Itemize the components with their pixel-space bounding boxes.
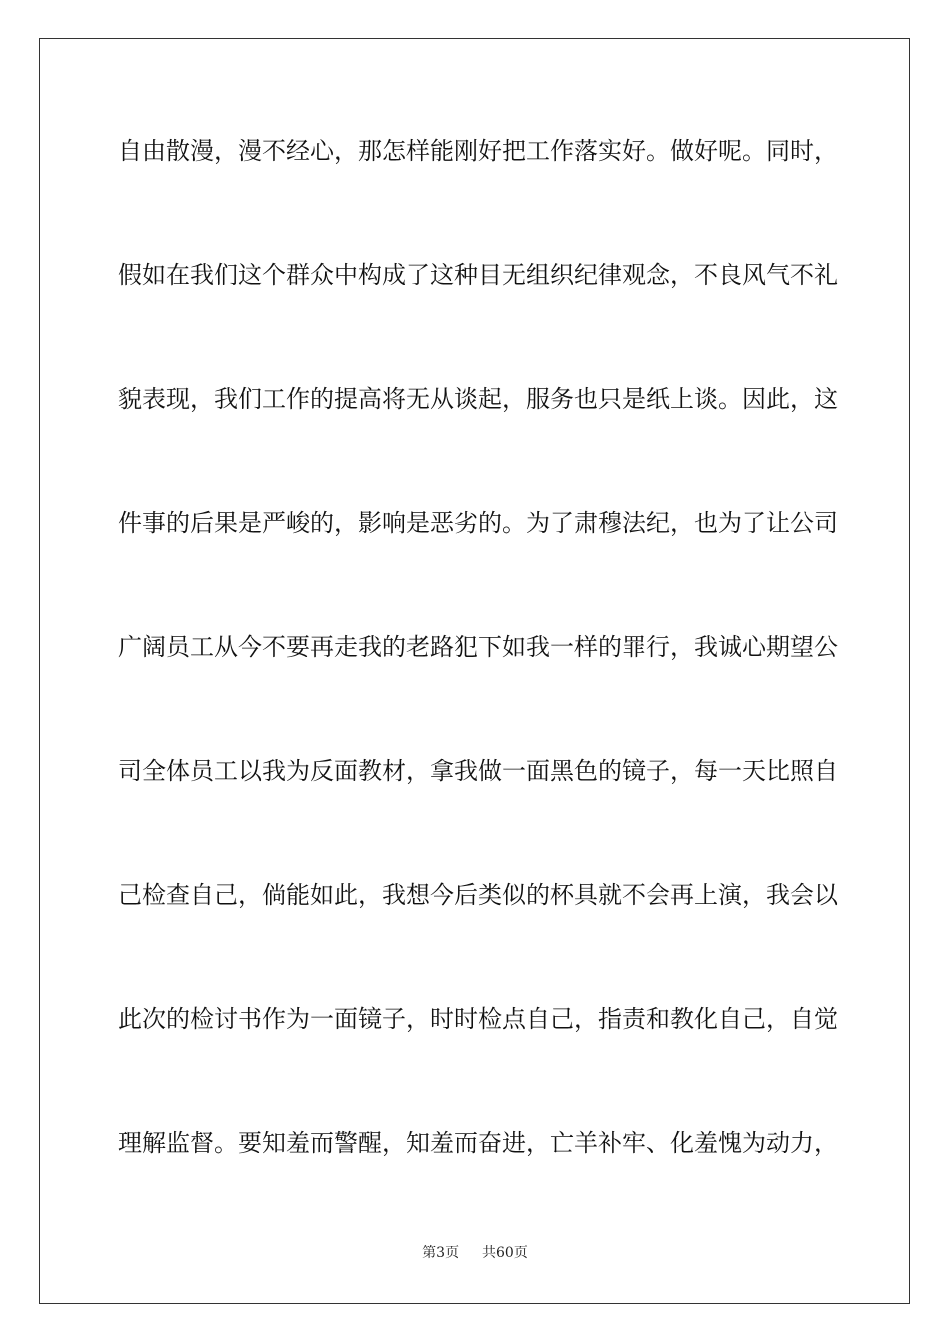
total-pages: 共60页 [482, 1245, 528, 1261]
text-line-7: 己检查自己，倘能如此，我想今后类似的杯具就不会再上演，我会以 [118, 881, 838, 909]
page-number: 第3页 [422, 1245, 460, 1261]
text-line-3: 貌表现，我们工作的提高将无从谈起，服务也只是纸上谈。因此，这 [118, 385, 838, 413]
text-line-8: 此次的检讨书作为一面镜子，时时检点自己，指责和教化自己，自觉 [118, 1005, 838, 1033]
text-line-5: 广阔员工从今不要再走我的老路犯下如我一样的罪行，我诚心期望公 [118, 633, 838, 661]
text-line-9: 理解监督。要知羞而警醒，知羞而奋进，亡羊补牢、化羞愧为动力， [118, 1129, 838, 1157]
text-line-1: 自由散漫，漫不经心，那怎样能刚好把工作落实好。做好呢。同时， [118, 137, 838, 165]
text-line-2: 假如在我们这个群众中构成了这种目无组织纪律观念，不良风气不礼 [118, 261, 838, 289]
text-line-6: 司全体员工以我为反面教材，拿我做一面黑色的镜子，每一天比照自 [118, 757, 838, 785]
page-footer [0, 1244, 950, 1262]
page-border [39, 38, 910, 1304]
text-line-4: 件事的后果是严峻的，影响是恶劣的。为了肃穆法纪，也为了让公司 [118, 509, 838, 537]
